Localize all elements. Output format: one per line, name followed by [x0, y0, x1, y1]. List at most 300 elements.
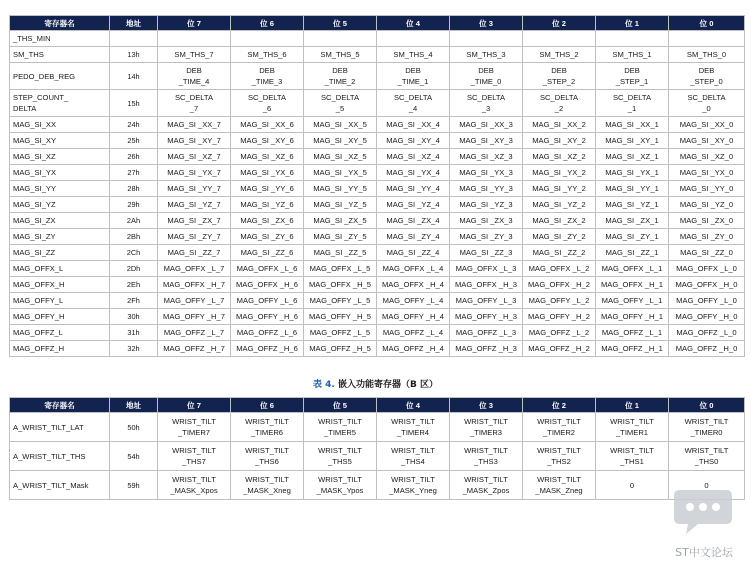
column-header: 位 7 — [158, 398, 231, 413]
bit-cell — [669, 213, 745, 229]
register-name-cell — [10, 213, 110, 229]
bit-cell — [158, 245, 231, 261]
register-name-cell — [10, 277, 110, 293]
cell-text: _MASK_Xneg — [243, 486, 291, 495]
column-header: 位 5 — [304, 16, 377, 31]
cell-text: MAG_OFFZ _H_2 — [528, 344, 590, 353]
cell-text: MAG_SI _ZX_7 — [167, 216, 221, 225]
bit-cell — [231, 341, 304, 357]
watermark-text: ST中文论坛 — [675, 546, 733, 559]
cell-text: _THS6 — [255, 457, 279, 466]
cell-text: MAG_SI_XY — [13, 136, 57, 145]
cell-text: MAG_OFFY _L_3 — [455, 296, 517, 305]
chat-bubble-icon — [672, 488, 734, 536]
cell-text: MAG_OFFY _H_3 — [455, 312, 517, 321]
cell-text: MAG_SI _XX_4 — [386, 120, 440, 129]
bit-cell — [450, 229, 523, 245]
bit-cell — [450, 165, 523, 181]
bit-cell — [669, 31, 745, 47]
address-cell: 28h — [110, 181, 158, 197]
cell-text: WRIST_TILT — [318, 417, 362, 426]
bit-cell — [158, 309, 231, 325]
cell-text: MAG_SI _ZX_6 — [240, 216, 294, 225]
bit-cell — [377, 325, 450, 341]
bit-cell — [377, 293, 450, 309]
cell-text: MAG_OFFY_L — [13, 296, 64, 305]
caption-text: 嵌入功能寄存器（B 区） — [334, 380, 438, 390]
bit-cell — [669, 197, 745, 213]
bit-cell — [450, 245, 523, 261]
column-header: 位 0 — [669, 16, 745, 31]
cell-text: MAG_OFFZ _L_7 — [163, 328, 225, 337]
cell-text: MAG_SI_ZZ — [13, 248, 56, 257]
bit-cell — [596, 47, 669, 63]
bit-cell — [523, 31, 596, 47]
bit-cell — [231, 213, 304, 229]
bit-cell — [669, 47, 745, 63]
cell-text: PEDO_DEB_REG — [13, 71, 76, 81]
bit-cell — [669, 63, 745, 90]
bit-cell — [377, 213, 450, 229]
address-cell: 26h — [110, 149, 158, 165]
table-row — [10, 325, 745, 341]
cell-text: WRIST_TILT — [245, 446, 289, 455]
cell-text: MAG_SI _YY_1 — [605, 184, 659, 193]
bit-cell — [231, 413, 304, 442]
cell-text: MAG_SI _ZY_7 — [167, 232, 221, 241]
cell-text: _TIMER6 — [250, 428, 284, 437]
cell-text: MAG_SI _XZ_0 — [679, 152, 734, 161]
bit-cell — [596, 165, 669, 181]
bit-cell — [158, 277, 231, 293]
bit-cell — [523, 197, 596, 213]
cell-text: MAG_SI _ZY_6 — [240, 232, 294, 241]
column-header: 地址 — [110, 398, 158, 413]
cell-text: DEB — [624, 66, 640, 75]
bit-cell — [523, 245, 596, 261]
register-name-cell — [10, 442, 110, 471]
cell-text: DEB — [259, 66, 275, 75]
register-name-cell — [10, 63, 110, 90]
cell-text: _6 — [262, 104, 272, 113]
column-header: 位 1 — [596, 16, 669, 31]
bit-cell — [377, 63, 450, 90]
bit-cell — [596, 261, 669, 277]
bit-cell — [596, 149, 669, 165]
cell-text: _TIMER3 — [469, 428, 503, 437]
cell-text: MAG_OFFZ _H_4 — [382, 344, 444, 353]
bit-cell — [377, 471, 450, 500]
cell-text: WRIST_TILT — [172, 475, 216, 484]
cell-text: WRIST_TILT — [318, 475, 362, 484]
register-name-cell — [10, 117, 110, 133]
cell-text: MAG_SI _XX_1 — [605, 120, 659, 129]
bit-cell — [669, 90, 745, 117]
cell-text: _0 — [702, 104, 711, 113]
cell-text: _TIME_3 — [251, 77, 283, 86]
cell-text: WRIST_TILT — [684, 446, 729, 455]
cell-text: MAG_SI _YX_2 — [532, 168, 586, 177]
table-row — [10, 341, 745, 357]
bit-cell — [304, 47, 377, 63]
cell-text: SC_DELTA — [687, 93, 726, 102]
bit-cell — [304, 293, 377, 309]
bit-cell — [377, 442, 450, 471]
bit-cell — [669, 277, 745, 293]
cell-text: DEB — [332, 66, 348, 75]
bit-cell — [669, 229, 745, 245]
bit-cell — [596, 90, 669, 117]
cell-text: MAG_SI _YY_7 — [167, 184, 221, 193]
bit-cell — [596, 245, 669, 261]
cell-text: MAG_OFFY _L_7 — [163, 296, 225, 305]
address-cell: 2Ch — [110, 245, 158, 261]
cell-text: SC_DELTA — [539, 93, 579, 102]
bit-cell — [596, 309, 669, 325]
cell-text: DELTA — [13, 104, 37, 113]
bit-cell — [231, 133, 304, 149]
bit-cell — [596, 181, 669, 197]
cell-text: WRIST_TILT — [391, 446, 435, 455]
column-header: 位 5 — [304, 398, 377, 413]
bit-cell — [377, 229, 450, 245]
table-row — [10, 47, 745, 63]
cell-text: MAG_OFFZ _L_5 — [309, 328, 371, 337]
cell-text: MAG_SI_ZX — [13, 216, 56, 225]
cell-text: DEB — [551, 66, 567, 75]
bit-cell — [231, 31, 304, 47]
table-header-row — [10, 398, 745, 413]
cell-text: WRIST_TILT — [245, 475, 289, 484]
bit-cell — [669, 413, 745, 442]
cell-text: MAG_OFFX_H — [13, 280, 65, 289]
cell-text: WRIST_TILT — [537, 446, 581, 455]
table-row — [10, 413, 745, 442]
cell-text: MAG_OFFY _L_2 — [528, 296, 590, 305]
bit-cell — [523, 325, 596, 341]
bit-cell — [450, 197, 523, 213]
bit-cell — [158, 442, 231, 471]
cell-text: MAG_SI _YZ_0 — [679, 200, 734, 209]
cell-text: MAG_SI _XZ_2 — [532, 152, 586, 161]
bit-cell — [523, 181, 596, 197]
cell-text: MAG_SI _XZ_7 — [167, 152, 221, 161]
cell-text: MAG_SI _ZZ_6 — [240, 248, 294, 257]
bit-cell — [523, 229, 596, 245]
cell-text: WRIST_TILT — [391, 475, 435, 484]
register-name-cell — [10, 90, 110, 117]
table-row — [10, 90, 745, 117]
bit-cell — [450, 149, 523, 165]
bit-cell — [231, 197, 304, 213]
bit-cell — [304, 181, 377, 197]
cell-text: MAG_SI _XY_2 — [532, 136, 586, 145]
cell-text: _THS7 — [182, 457, 206, 466]
table-row — [10, 442, 745, 471]
cell-text: MAG_SI _XY_1 — [605, 136, 659, 145]
bit-cell — [377, 47, 450, 63]
cell-text: MAG_OFFY _H_0 — [675, 312, 738, 321]
bit-cell — [158, 63, 231, 90]
bit-cell — [596, 133, 669, 149]
cell-text: MAG_OFFX _H_2 — [527, 280, 591, 289]
cell-text: MAG_SI _ZX_0 — [679, 216, 734, 225]
bit-cell — [158, 31, 231, 47]
bit-cell — [377, 133, 450, 149]
cell-text: WRIST_TILT — [537, 475, 581, 484]
table-row — [10, 117, 745, 133]
register-name-cell — [10, 245, 110, 261]
bit-cell — [377, 117, 450, 133]
bit-cell — [304, 261, 377, 277]
cell-text: _TIMER5 — [323, 428, 357, 437]
bit-cell — [377, 261, 450, 277]
cell-text: MAG_SI _YX_0 — [679, 168, 734, 177]
bit-cell — [158, 229, 231, 245]
bit-cell — [523, 277, 596, 293]
cell-text: MAG_SI _YZ_2 — [532, 200, 586, 209]
cell-text: DEB — [186, 66, 202, 75]
cell-text: MAG_SI _ZY_4 — [386, 232, 440, 241]
bit-cell — [450, 133, 523, 149]
bit-cell — [231, 325, 304, 341]
cell-text: MAG_OFFX _L_0 — [676, 264, 737, 273]
cell-text: WRIST_TILT — [391, 417, 435, 426]
bit-cell — [669, 165, 745, 181]
cell-text: MAG_SI _XZ_1 — [605, 152, 659, 161]
cell-text: MAG_OFFY _H_2 — [528, 312, 590, 321]
bit-cell — [304, 197, 377, 213]
register-name-cell — [10, 341, 110, 357]
table-row — [10, 63, 745, 90]
bit-cell — [304, 325, 377, 341]
cell-text: A_WRIST_TILT_LAT — [13, 422, 84, 432]
caption-number: 表 4. — [313, 380, 335, 390]
bit-cell — [669, 245, 745, 261]
cell-text: MAG_SI _YY_2 — [532, 184, 586, 193]
cell-text: MAG_OFFY _L_0 — [676, 296, 737, 305]
bit-cell — [158, 341, 231, 357]
address-cell: 24h — [110, 117, 158, 133]
bit-cell — [231, 277, 304, 293]
cell-text: MAG_SI_YX — [13, 168, 57, 177]
cell-text: MAG_SI _ZY_1 — [605, 232, 659, 241]
cell-text: MAG_SI _YY_3 — [459, 184, 513, 193]
cell-text: SM_THS_5 — [320, 50, 360, 59]
cell-text: _TIMER1 — [615, 428, 649, 437]
register-name-cell — [10, 471, 110, 500]
cell-text: MAG_OFFX _H_3 — [454, 280, 518, 289]
bit-cell — [158, 261, 231, 277]
bit-cell — [669, 133, 745, 149]
cell-text: MAG_OFFY _H_7 — [163, 312, 225, 321]
bit-cell — [158, 181, 231, 197]
register-name-cell — [10, 325, 110, 341]
cell-text: MAG_OFFX _H_1 — [600, 280, 664, 289]
cell-text: WRIST_TILT — [684, 417, 729, 426]
bit-cell — [523, 47, 596, 63]
cell-text: WRIST_TILT — [464, 417, 508, 426]
cell-text: _THS0 — [694, 457, 719, 466]
cell-text: SC_DELTA — [320, 93, 360, 102]
cell-text: MAG_OFFY _H_5 — [309, 312, 371, 321]
bit-cell — [231, 165, 304, 181]
cell-text: MAG_SI _ZY_2 — [532, 232, 586, 241]
cell-text: DEB — [405, 66, 421, 75]
cell-text: MAG_SI _ZZ_7 — [167, 248, 221, 257]
cell-text: _7 — [189, 104, 199, 113]
cell-text: MAG_SI _YY_6 — [240, 184, 294, 193]
bit-cell — [450, 63, 523, 90]
cell-text: SC_DELTA — [174, 93, 214, 102]
cell-text: MAG_SI _ZZ_3 — [459, 248, 513, 257]
bit-cell — [304, 471, 377, 500]
cell-text: SM_THS_6 — [247, 50, 287, 59]
bit-cell — [377, 277, 450, 293]
cell-text: MAG_SI _YY_5 — [313, 184, 367, 193]
cell-text: _MASK_Ypos — [316, 486, 364, 495]
table-row — [10, 197, 745, 213]
register-name-cell — [10, 165, 110, 181]
bit-cell — [377, 165, 450, 181]
bit-cell — [523, 261, 596, 277]
cell-text: MAG_OFFX _L_6 — [236, 264, 298, 273]
cell-text: MAG_OFFZ _L_6 — [236, 328, 298, 337]
bit-cell — [450, 471, 523, 500]
address-cell: 15h — [110, 90, 158, 117]
cell-text: SM_THS_4 — [393, 50, 433, 59]
cell-text: MAG_OFFY_H — [13, 312, 65, 321]
address-cell: 27h — [110, 165, 158, 181]
address-cell: 2Eh — [110, 277, 158, 293]
address-cell: 25h — [110, 133, 158, 149]
bit-cell — [669, 261, 745, 277]
bit-cell — [231, 149, 304, 165]
register-name-cell — [10, 309, 110, 325]
bit-cell — [304, 63, 377, 90]
bit-cell — [304, 165, 377, 181]
bit-cell — [304, 277, 377, 293]
column-header: 位 7 — [158, 16, 231, 31]
cell-text: _5 — [335, 104, 345, 113]
bit-cell — [450, 47, 523, 63]
column-header: 位 6 — [231, 398, 304, 413]
cell-text: MAG_SI _XY_6 — [240, 136, 294, 145]
bit-cell — [158, 90, 231, 117]
register-name-cell — [10, 413, 110, 442]
address-cell: 2Dh — [110, 261, 158, 277]
register-name-cell — [10, 31, 110, 47]
cell-text: MAG_SI _XY_4 — [386, 136, 440, 145]
address-cell: 50h — [110, 413, 158, 442]
cell-text: MAG_SI _ZX_2 — [532, 216, 586, 225]
address-cell: 29h — [110, 197, 158, 213]
bit-cell — [596, 341, 669, 357]
address-cell: 2Bh — [110, 229, 158, 245]
bit-cell — [377, 149, 450, 165]
bit-cell — [596, 117, 669, 133]
bit-cell — [304, 213, 377, 229]
cell-text: MAG_SI _XX_3 — [459, 120, 513, 129]
bit-cell — [231, 181, 304, 197]
bit-cell — [669, 293, 745, 309]
column-header: 位 2 — [523, 398, 596, 413]
cell-text: 0 — [704, 480, 709, 490]
register-name-cell — [10, 149, 110, 165]
bit-cell — [596, 293, 669, 309]
cell-text: SM_THS_7 — [174, 50, 214, 59]
bit-cell — [450, 341, 523, 357]
column-header: 位 0 — [669, 398, 745, 413]
cell-text: MAG_OFFZ _H_3 — [455, 344, 517, 353]
cell-text: _4 — [408, 104, 418, 113]
bit-cell — [377, 309, 450, 325]
table-row — [10, 309, 745, 325]
table-row — [10, 261, 745, 277]
bit-cell — [158, 325, 231, 341]
cell-text: _THS5 — [328, 457, 352, 466]
cell-text: MAG_SI _YZ_5 — [313, 200, 367, 209]
cell-text: MAG_OFFZ _L_0 — [676, 328, 737, 337]
column-header: 地址 — [110, 16, 158, 31]
cell-text: MAG_OFFY _L_6 — [236, 296, 298, 305]
cell-text: MAG_SI _ZY_0 — [679, 232, 734, 241]
table-row — [10, 245, 745, 261]
register-name-cell — [10, 229, 110, 245]
cell-text: MAG_OFFZ _H_7 — [163, 344, 225, 353]
cell-text: MAG_SI _ZZ_5 — [313, 248, 367, 257]
bit-cell — [158, 213, 231, 229]
bit-cell — [377, 341, 450, 357]
bit-cell — [669, 341, 745, 357]
cell-text: MAG_SI _XX_7 — [167, 120, 221, 129]
bit-cell — [669, 309, 745, 325]
cell-text: MAG_OFFZ _L_1 — [601, 328, 663, 337]
cell-text: _THS_MIN — [13, 34, 51, 43]
bit-cell — [523, 213, 596, 229]
address-cell: 54h — [110, 442, 158, 471]
cell-text: MAG_SI _XX_6 — [240, 120, 294, 129]
table-row — [10, 277, 745, 293]
cell-text: WRIST_TILT — [318, 446, 362, 455]
table-row — [10, 31, 745, 47]
bit-cell — [596, 213, 669, 229]
bit-cell — [669, 117, 745, 133]
bit-cell — [231, 47, 304, 63]
bit-cell — [450, 325, 523, 341]
bit-cell — [523, 90, 596, 117]
bit-cell — [231, 63, 304, 90]
register-name-cell — [10, 293, 110, 309]
bit-cell — [523, 165, 596, 181]
cell-text: MAG_SI _YX_4 — [386, 168, 440, 177]
cell-text: MAG_OFFZ _H_6 — [236, 344, 298, 353]
column-header: 位 1 — [596, 398, 669, 413]
table-header-row — [10, 16, 745, 31]
cell-text: MAG_SI _ZX_1 — [605, 216, 659, 225]
cell-text: _TIMER0 — [690, 428, 723, 437]
bit-cell — [523, 471, 596, 500]
cell-text: DEB — [698, 66, 715, 75]
table-row — [10, 293, 745, 309]
cell-text: MAG_SI_YZ — [13, 200, 56, 209]
column-header: 位 4 — [377, 398, 450, 413]
column-header: 位 4 — [377, 16, 450, 31]
bit-cell — [304, 90, 377, 117]
bit-cell — [158, 117, 231, 133]
cell-text: SC_DELTA — [466, 93, 506, 102]
cell-text: MAG_SI _XZ_3 — [459, 152, 513, 161]
